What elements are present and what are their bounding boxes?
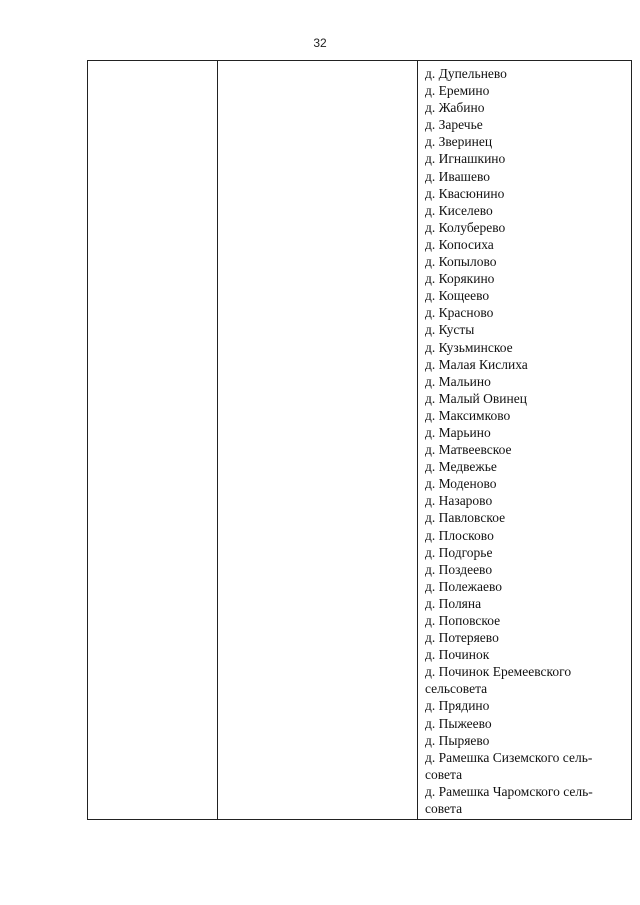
settlement-item: д. Потеряево [425,630,499,646]
settlement-item: д. Медвежье [425,459,497,475]
settlement-item: д. Копылово [425,254,497,270]
settlement-item: д. Малый Овинец [425,390,527,406]
settlement-item: д. Подгорье [425,544,493,560]
settlement-item: д. Починок Еремеевского сельсовета [425,664,572,697]
settlement-item: д. Максимково [425,407,511,423]
settlement-item: д. Починок [425,647,490,663]
settlement-item: д. Ивашево [425,168,490,184]
settlement-list [425,65,625,817]
settlement-item: д. Мальино [425,373,491,389]
settlement-item: д. Жабино [425,100,485,116]
settlement-item: д. Дупельнево [425,66,507,81]
settlement-item: д. Малая Кислиха [425,356,528,372]
settlement-item: д. Поповское [425,613,501,628]
settlement-item: д. Моденово [425,476,497,492]
settlement-item: д. Рамешка Сиземского сель-совета [425,749,593,782]
settlement-item: д. Полежаево [425,578,503,594]
settlement-item: д. Павловское [425,510,506,526]
settlement-item: д. Игнашкино [425,151,506,167]
settlement-item: д. Красново [425,305,494,321]
settlement-item: д. Рамешка Чаромского сель-совета [425,783,593,817]
page-number: 32 [313,36,327,50]
settlement-item: д. Матвеевское [425,442,512,458]
settlement-item: д. Корякино [425,271,495,287]
settlement-item: д. Прядино [425,698,490,714]
settlement-item: д. Плосково [425,527,494,543]
settlement-item: д. Пыряево [425,732,490,748]
settlement-item: д. Пыжеево [425,715,492,731]
column-divider-2 [417,61,418,819]
settlement-item: д. Кощеево [425,288,490,304]
settlements-table [87,60,632,820]
settlement-item: д. Поздеево [425,561,493,577]
settlement-item: д. Киселево [425,202,493,218]
settlement-item: д. Еремино [425,83,490,99]
settlement-item: д. Колуберево [425,219,506,235]
settlement-item: д. Назарово [425,493,493,509]
settlement-item: д. Кузьминское [425,339,513,355]
settlement-item: д. Копосиха [425,236,494,252]
settlement-item: д. Кусты [425,322,475,338]
settlement-item: д. Поляна [425,595,482,611]
column-divider-1 [217,61,218,819]
settlement-item: д. Квасюнино [425,185,505,201]
settlement-item: д. Зверинец [425,134,493,150]
settlement-item: д. Заречье [425,117,483,133]
settlement-item: д. Марьино [425,424,491,440]
